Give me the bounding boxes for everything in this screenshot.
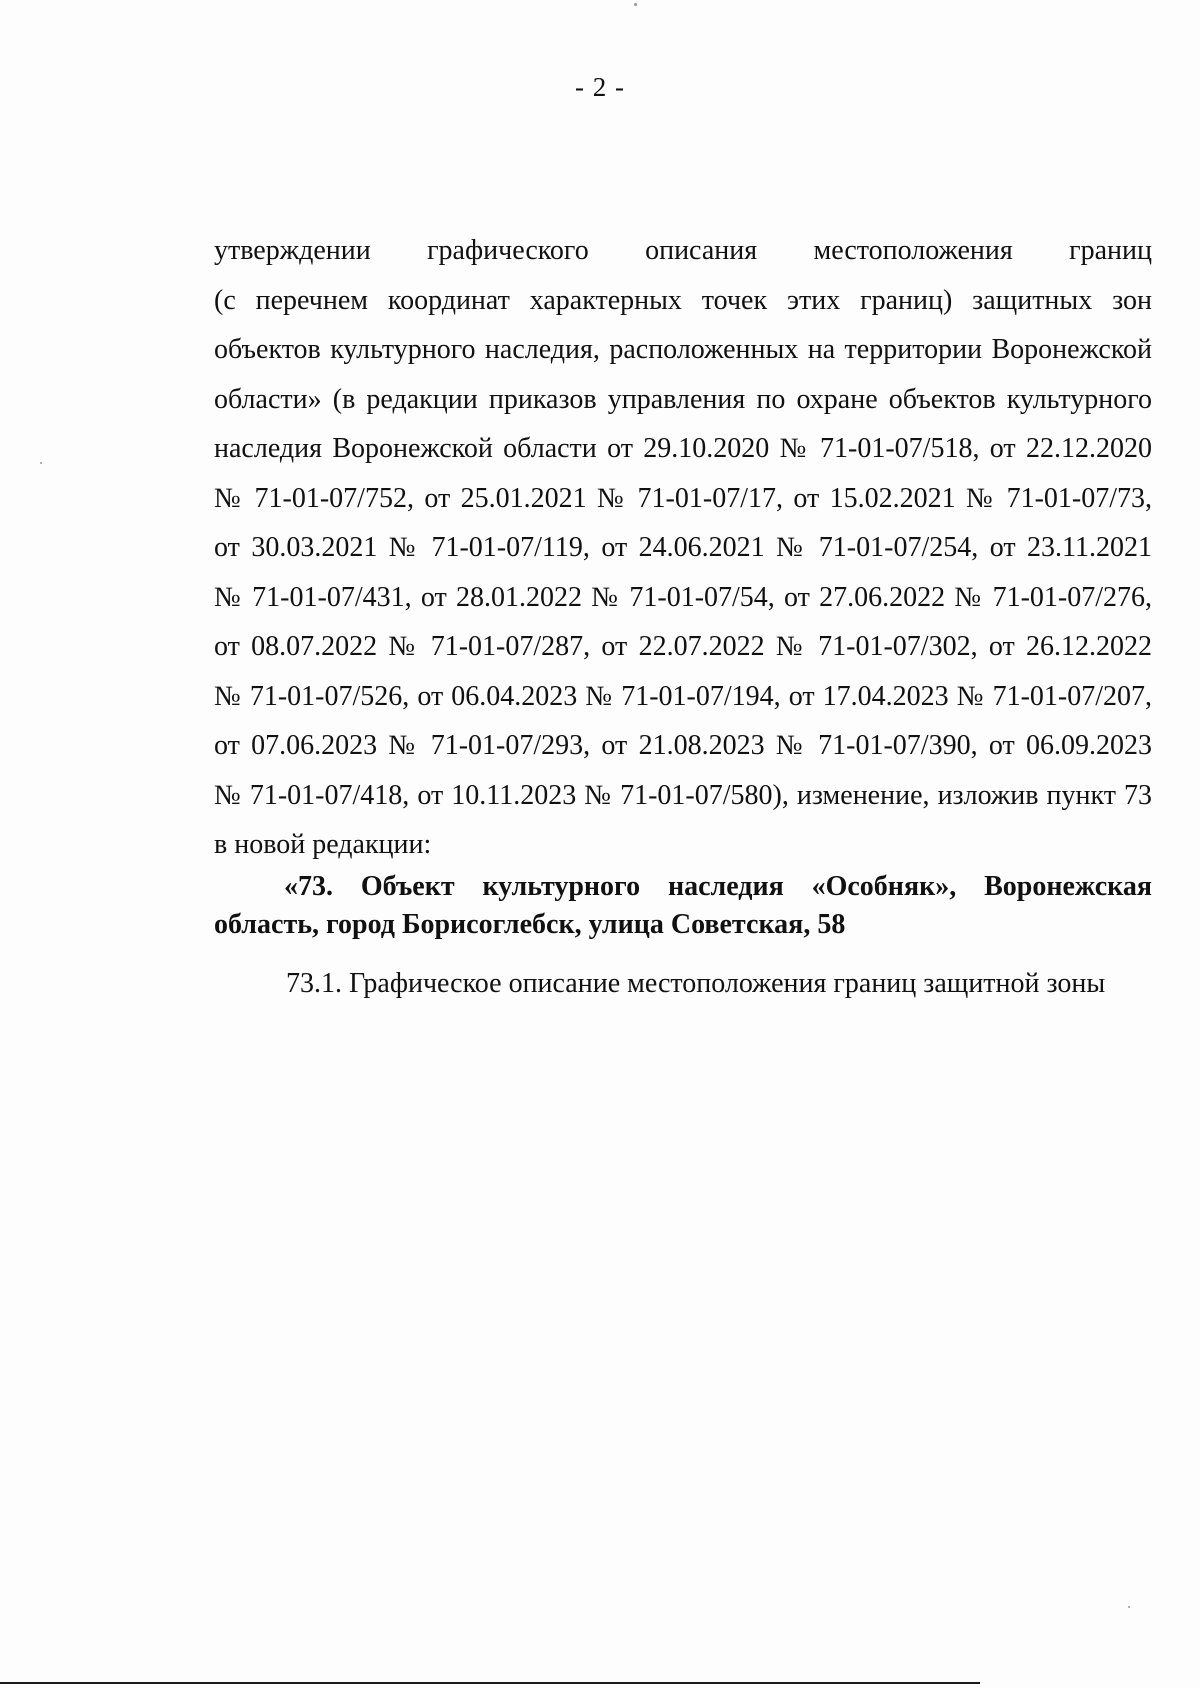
- paragraph-line: № 71-01-07/431, от 28.01.2022 № 71-01-07/54, от 27.06.2022 № 71-01-07/276,: [214, 581, 1152, 613]
- paragraph-line: от 08.07.2022 № 71-01-07/287, от 22.07.2022 № 71-01-07/302, от 26.12.2022: [214, 631, 1152, 662]
- paragraph-line: наследия Воронежской области от 29.10.2020 № 71-01-07/518, от 22.12.2020: [214, 433, 1152, 464]
- bottom-edge-line: [0, 1682, 980, 1684]
- page-number: - 2 -: [575, 72, 625, 102]
- heading-line: область, город Борисоглебск, улица Советская, 58: [214, 909, 846, 940]
- paragraph-line: № 71-01-07/526, от 06.04.2023 № 71-01-07/194, от 17.04.2023 № 71-01-07/207,: [214, 680, 1152, 712]
- paragraph-line: от 07.06.2023 № 71-01-07/293, от 21.08.2023 № 71-01-07/390, от 06.09.2023: [214, 730, 1152, 761]
- item-heading: [214, 868, 1152, 944]
- heading-line: «73. Объект культурного наследия «Особняк», Воронежская: [284, 871, 1152, 902]
- paragraph-line: № 71-01-07/752, от 25.01.2021 № 71-01-07/17, от 15.02.2021 № 71-01-07/73,: [214, 482, 1152, 514]
- paragraph-line: (с перечнем координат характерных точек этих границ) защитных зон: [214, 284, 1152, 316]
- scan-speck: [1128, 1606, 1130, 1608]
- paragraph-line: в новой редакции:: [214, 829, 432, 860]
- scan-speck: [40, 462, 42, 464]
- paragraph-line: утверждении графического описания местоположения границ: [214, 235, 1152, 266]
- paragraph-line: от 30.03.2021 № 71-01-07/119, от 24.06.2021 № 71-01-07/254, от 23.11.2021: [214, 532, 1152, 563]
- body-paragraph: [214, 226, 1152, 870]
- paragraph-line: № 71-01-07/418, от 10.11.2023 № 71-01-07/580), изменение, изложив пункт 73: [214, 779, 1152, 811]
- paragraph-line: объектов культурного наследия, расположенных на территории Воронежской: [214, 334, 1152, 365]
- paragraph-line: области» (в редакции приказов управления по охране объектов культурного: [214, 383, 1152, 415]
- subitem-title: 73.1. Графическое описание местоположения границ защитной зоны: [286, 968, 1106, 999]
- scan-speck: [634, 3, 637, 6]
